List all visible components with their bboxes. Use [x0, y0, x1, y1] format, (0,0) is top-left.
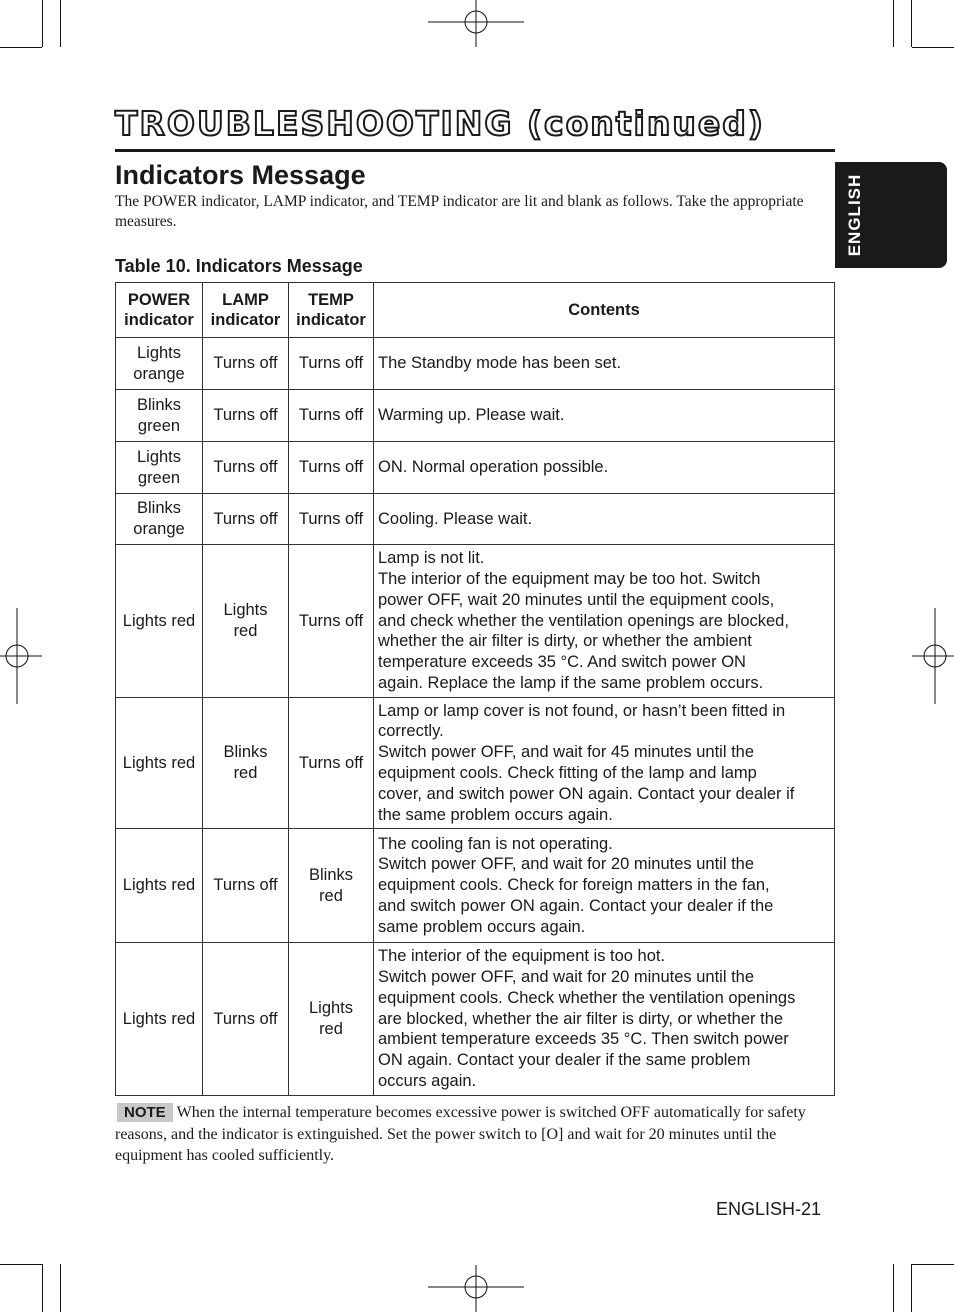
- table-row: [116, 545, 835, 698]
- table-row: [116, 494, 835, 545]
- cell-line: Lamp or lamp cover is not found, or hasn’t been fitted in: [378, 701, 786, 720]
- page-title: TROUBLESHOOTING (continued): [115, 104, 765, 143]
- header-line: TEMP: [308, 291, 354, 309]
- cell-line: Turns off: [213, 876, 278, 895]
- cell-lamp: [203, 494, 289, 545]
- cell-line: Warming up. Please wait.: [378, 406, 565, 425]
- cell-lamp: [203, 390, 289, 442]
- cell-line: Lights: [136, 447, 182, 466]
- cell-power: [116, 829, 203, 943]
- cell-line: red: [233, 764, 258, 782]
- cell-power: [116, 698, 203, 829]
- cell-line: ON. Normal operation possible.: [378, 458, 609, 477]
- cell-line: Lights: [136, 343, 182, 362]
- cell-line: Lights red: [122, 876, 196, 895]
- cell-line: and check whether the ventilation openings are blocked,: [378, 611, 789, 630]
- cell-line: Switch power OFF, and wait for 20 minutes until the: [378, 968, 755, 986]
- cell-line: same problem occurs again.: [378, 917, 586, 936]
- cell-line: cover, and switch power ON again. Contact your dealer if: [378, 784, 795, 803]
- registration-mark-right: [912, 608, 954, 704]
- cell-line: Lamp is not lit.: [378, 549, 485, 568]
- cell-line: Turns off: [298, 354, 364, 373]
- cell-power: [116, 442, 203, 494]
- cell-line: The interior of the equipment is too hot.: [378, 947, 666, 966]
- cell-contents: [374, 442, 835, 494]
- cell-line: equipment cools. Check fitting of the lamp and lamp: [378, 764, 757, 782]
- cell-line: ambient temperature exceeds 35 °C. Then switch power: [378, 1030, 789, 1049]
- header-line: POWER: [127, 291, 191, 309]
- cell-power: [116, 494, 203, 545]
- section-heading: Indicators Message: [115, 160, 366, 190]
- cell-line: temperature exceeds 35 °C. And switch power ON: [378, 653, 746, 672]
- header-line: indicator: [210, 311, 281, 329]
- cell-temp: [289, 545, 374, 698]
- cell-line: Lights red: [122, 611, 196, 630]
- cell-lamp: [203, 442, 289, 494]
- cell-line: Blinks: [136, 499, 181, 518]
- cell-line: occurs again.: [378, 1071, 477, 1090]
- cell-power: [116, 545, 203, 698]
- note-text: When the internal temperature becomes excessive power is switched OFF automatically for safety reasons, and the indicator is extinguished. Set the power switch to [O] and wait for 20 minutes until the equipment has cooled sufficiently.: [115, 1104, 806, 1164]
- cell-lamp: [203, 698, 289, 829]
- cell-line: correctly.: [378, 722, 444, 741]
- section-intro: The POWER indicator, LAMP indicator, and TEMP indicator are lit and blank as follows. Take the appropriate measures.: [115, 193, 804, 230]
- cell-temp: [289, 338, 374, 390]
- cell-line: Lights: [308, 999, 354, 1018]
- cell-line: equipment cools. Check whether the ventilation openings: [378, 988, 796, 1007]
- title-rule: [115, 149, 835, 152]
- cell-power: [116, 390, 203, 442]
- cell-temp: [289, 943, 374, 1096]
- cell-line: equipment cools. Check for foreign matters in the fan,: [378, 876, 770, 895]
- table-row: [116, 943, 835, 1096]
- table-row: [116, 698, 835, 829]
- cell-line: are blocked, whether the air filter is dirty, or whether the: [378, 1009, 784, 1028]
- cell-line: orange: [133, 520, 185, 538]
- cell-line: Turns off: [213, 509, 278, 528]
- cell-temp: [289, 390, 374, 442]
- cell-contents: [374, 545, 835, 698]
- cell-line: Turns off: [298, 753, 364, 772]
- table-header-row: [116, 283, 835, 338]
- cell-contents: [374, 829, 835, 943]
- cell-line: Turns off: [298, 458, 364, 477]
- cell-lamp: [203, 943, 289, 1096]
- header-line: indicator: [296, 311, 366, 329]
- cell-line: Turns off: [213, 406, 278, 425]
- cell-line: the same problem occurs again.: [378, 805, 613, 824]
- cell-line: green: [137, 416, 181, 435]
- cell-line: red: [319, 1020, 343, 1038]
- cell-line: Turns off: [213, 458, 278, 477]
- table-row: [116, 442, 835, 494]
- cell-line: Switch power OFF, and wait for 45 minutes until the: [378, 743, 755, 762]
- cell-line: Turns off: [213, 1009, 278, 1028]
- header-contents: Contents: [374, 283, 835, 338]
- cell-power: [116, 338, 203, 390]
- cell-contents: [374, 943, 835, 1096]
- registration-mark-bottom: [428, 1265, 524, 1312]
- header-power: [116, 283, 203, 338]
- cell-temp: [289, 442, 374, 494]
- cell-line: Turns off: [213, 354, 278, 373]
- cell-line: and switch power ON again. Contact your dealer if the: [378, 896, 774, 915]
- header-line: LAMP: [222, 291, 269, 309]
- language-tab: [835, 162, 947, 268]
- cell-line: The cooling fan is not operating.: [378, 834, 613, 853]
- note-block: [115, 1102, 831, 1167]
- cell-line: Blinks: [308, 865, 353, 884]
- cell-line: Switch power OFF, and wait for 20 minutes until the: [378, 855, 755, 874]
- header-temp: [289, 283, 374, 338]
- cell-line: ON again. Contact your dealer if the same problem: [378, 1051, 751, 1070]
- cell-line: Lights red: [122, 753, 196, 772]
- language-tab-label: ENGLISH: [845, 173, 864, 257]
- cell-line: Turns off: [298, 611, 364, 630]
- cell-temp: [289, 494, 374, 545]
- table-row: [116, 390, 835, 442]
- cell-contents: [374, 494, 835, 545]
- cell-line: whether the air filter is dirty, or whether the ambient: [378, 632, 752, 651]
- cell-line: Lights: [223, 601, 268, 620]
- indicators-table: [115, 282, 835, 1096]
- header-line: indicator: [124, 311, 194, 329]
- cell-line: power OFF, wait 20 minutes until the equipment cools,: [378, 590, 775, 609]
- cell-line: The Standby mode has been set.: [378, 354, 622, 373]
- cell-contents: [374, 390, 835, 442]
- cell-line: orange: [133, 364, 185, 383]
- cell-line: Blinks: [223, 743, 268, 762]
- registration-mark-left: [0, 608, 42, 704]
- cell-power: [116, 943, 203, 1096]
- cell-line: green: [137, 468, 181, 487]
- cell-line: red: [233, 622, 258, 640]
- note-badge: NOTE: [117, 1103, 173, 1122]
- cell-line: again. Replace the lamp if the same problem occurs.: [378, 673, 764, 692]
- cell-line: Turns off: [298, 406, 364, 425]
- table-caption: Table 10. Indicators Message: [115, 256, 363, 276]
- table-row: [116, 829, 835, 943]
- cell-line: Lights red: [122, 1009, 196, 1028]
- cell-temp: [289, 829, 374, 943]
- cell-line: Turns off: [298, 509, 364, 528]
- header-lamp: [203, 283, 289, 338]
- cell-lamp: [203, 829, 289, 943]
- cell-temp: [289, 698, 374, 829]
- cell-lamp: [203, 338, 289, 390]
- cell-line: Blinks: [136, 395, 181, 414]
- page-number: ENGLISH-21: [716, 1199, 822, 1219]
- cell-line: Cooling. Please wait.: [378, 509, 533, 528]
- table-row: [116, 338, 835, 390]
- cell-contents: [374, 698, 835, 829]
- cell-line: red: [319, 886, 343, 905]
- cell-contents: [374, 338, 835, 390]
- cell-line: The interior of the equipment may be too hot. Switch: [378, 570, 761, 588]
- registration-mark-top: [428, 0, 524, 47]
- cell-lamp: [203, 545, 289, 698]
